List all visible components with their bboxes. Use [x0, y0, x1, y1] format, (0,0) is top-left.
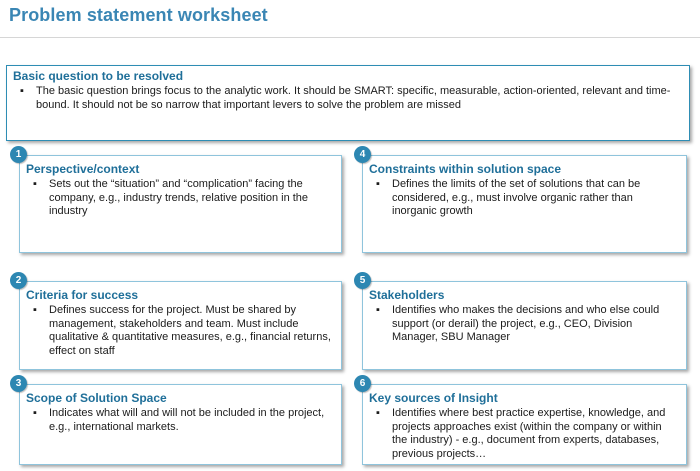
bullet-icon: ▪ — [376, 178, 380, 190]
section-list — [33, 178, 333, 219]
basic-question-list — [20, 85, 681, 112]
perspective-context-box — [19, 155, 342, 253]
section-heading: Constraints within solution space — [369, 162, 562, 176]
section-number-badge-6: 6 — [354, 375, 371, 392]
section-number-badge-3: 3 — [10, 375, 27, 392]
section-heading: Perspective/context — [26, 162, 140, 176]
section-text: Identifies where best practice expertise, knowledge, and projects approaches exist (within the company or within the industry) - e.g., document from experts, databases, previous projects… — [392, 407, 666, 460]
basic-question-text: The basic question brings focus to the analytic work. It should be SMART: specific, measurable, action-oriented, relevant and time-bound. It should not be so narrow that important levers to solve the problem are missed — [36, 85, 671, 111]
section-list — [376, 407, 678, 461]
bullet-icon: ▪ — [376, 304, 380, 316]
list-item — [33, 407, 333, 434]
bullet-icon: ▪ — [33, 178, 37, 190]
section-text: Sets out the “situation” and “complication” facing the company, e.g., industry trends, relative position in the industry — [49, 178, 309, 218]
basic-question-box — [6, 65, 690, 141]
basic-question-heading: Basic question to be resolved — [13, 69, 184, 83]
section-text: Identifies who makes the decisions and who else could support (or derail) the project, e.g., CEO, Division Manager, SBU Manager — [392, 304, 660, 344]
section-heading: Key sources of Insight — [369, 391, 498, 405]
list-item — [33, 178, 333, 219]
scope-of-solution-space-box — [19, 384, 342, 465]
section-heading: Scope of Solution Space — [26, 391, 167, 405]
section-list — [33, 304, 333, 358]
section-number-badge-2: 2 — [10, 272, 27, 289]
bullet-icon: ▪ — [20, 85, 24, 97]
bullet-icon: ▪ — [33, 407, 37, 419]
bullet-icon: ▪ — [376, 407, 380, 419]
section-heading: Stakeholders — [369, 288, 445, 302]
list-item — [33, 304, 333, 358]
section-text: Defines the limits of the set of solutions that can be considered, e.g., must involve organic rather than inorganic growth — [392, 178, 641, 218]
list-item — [376, 407, 678, 461]
section-number-badge-5: 5 — [354, 272, 371, 289]
section-text: Defines success for the project. Must be shared by management, stakeholders and team. Must include qualitative & quantitative measures, e.g., financial returns, effect on staff — [49, 304, 331, 357]
constraints-box — [362, 155, 687, 253]
page-title: Problem statement worksheet — [9, 5, 268, 25]
title-divider — [0, 37, 700, 38]
list-item — [376, 304, 678, 345]
list-item — [20, 85, 681, 112]
section-number-badge-4: 4 — [354, 146, 371, 163]
section-number-badge-1: 1 — [10, 146, 27, 163]
section-list — [33, 407, 333, 434]
criteria-for-success-box — [19, 281, 342, 370]
list-item — [376, 178, 678, 219]
stakeholders-box — [362, 281, 687, 370]
section-list — [376, 178, 678, 219]
section-heading: Criteria for success — [26, 288, 139, 302]
key-sources-box — [362, 384, 687, 465]
section-text: Indicates what will and will not be included in the project, e.g., international markets. — [49, 407, 325, 433]
section-list — [376, 304, 678, 345]
bullet-icon: ▪ — [33, 304, 37, 316]
